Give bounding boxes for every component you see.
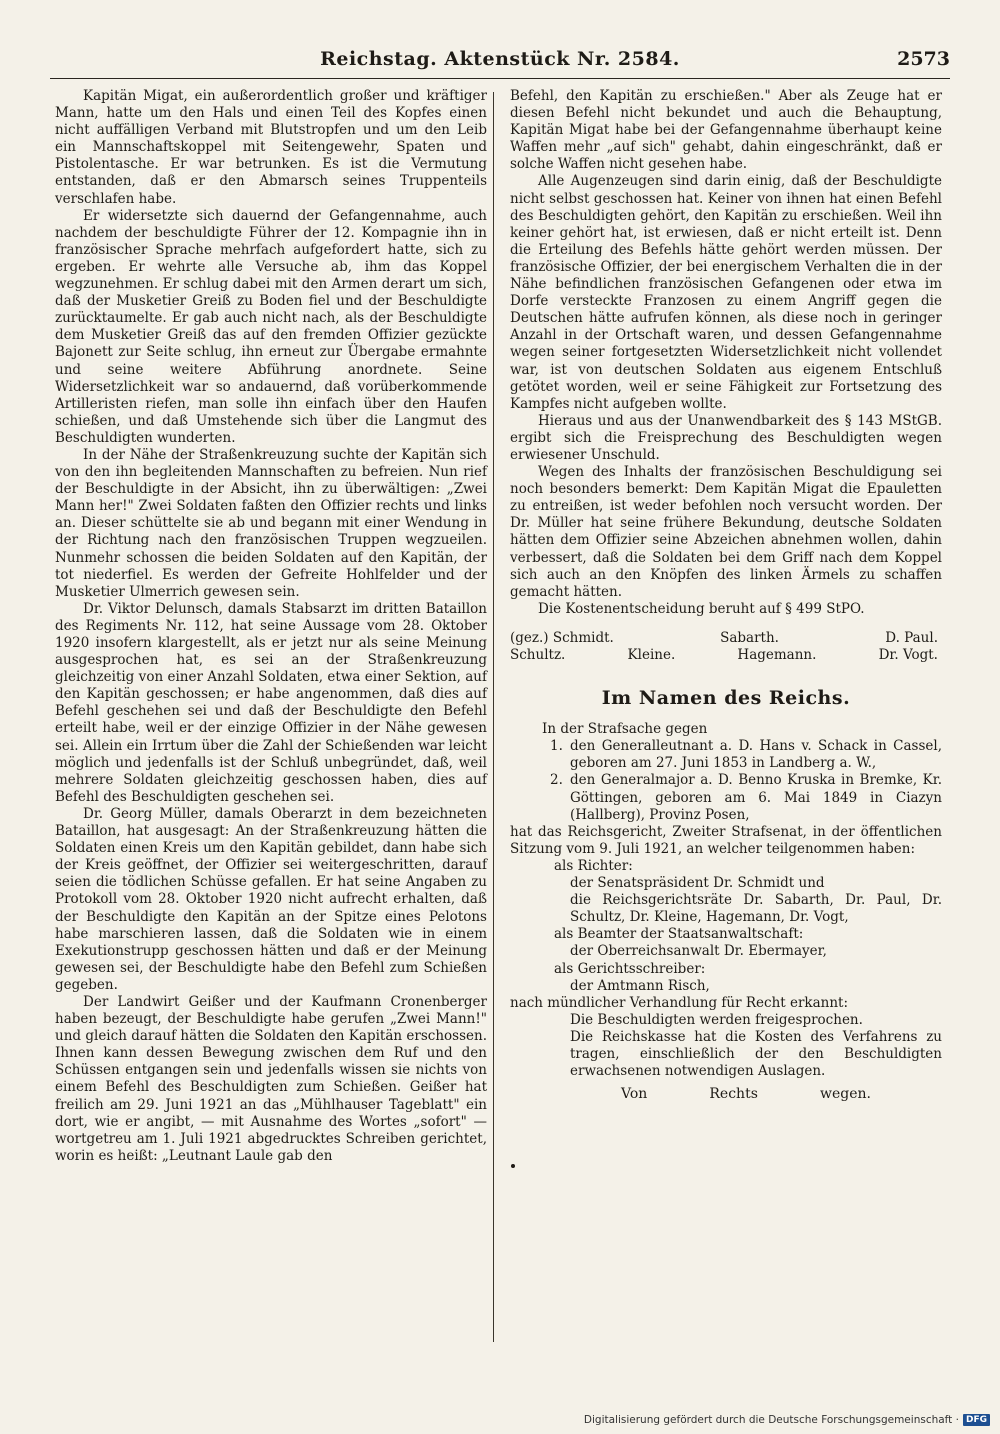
formula-word: Von [621, 1086, 648, 1103]
verdict-title: Im Namen des Reichs. [601, 687, 851, 710]
paragraph: Kapitän Migat, ein außerordentlich großer und kräftiger Mann, hatte um den Hals und einen Teil des Kopfes einen nicht auffälligen Verband mit Blutstropfen und um den Leib ein Mannschaftskoppel mit Seitengewehr, Spaten und Pistolentasche. Er war betrunken. Es ist die Vermutung entstanden, daß er den Abmarsch seines Truppenteils verschlafen habe. [55, 88, 487, 207]
left-column [55, 88, 487, 1165]
footer [584, 1414, 990, 1426]
ink-mark [511, 1164, 515, 1168]
paragraph: Die Kostenentscheidung beruht auf § 499 StPO. [538, 600, 865, 617]
item-number: 1. [550, 738, 563, 755]
signature: D. Paul. [885, 629, 938, 646]
prosecutor-line: der Oberreichsanwalt Dr. Ebermayer, [570, 943, 827, 960]
item-text: den Generalmajor a. D. Benno Kruska in Bremke, Kr. Göttingen, geboren am 6. Mai 1849 in Ciazyn (Hallberg), Provinz Posen, [570, 772, 942, 823]
decision-intro: nach mündlicher Verhandlung für Recht erkannt: [510, 994, 849, 1011]
page-number: 2573 [897, 48, 950, 70]
signature: Dr. Vogt. [878, 647, 938, 663]
column-divider [493, 92, 494, 1342]
closing-formula [510, 1080, 942, 1103]
paragraph: Alle Augenzeugen sind darin einig, daß der Beschuldigte nicht selbst geschossen hat. Keiner von ihnen hat einen Befehl des Beschuldigten gehört, den Kapitän zu erschießen. Weil ihn keiner gehört hat, ist erwiesen, daß er nicht erteilt ist. Denn die Erteilung des Befehls hätte gehört werden müssen. Der französische Offizier, der bei energischem Verhalten die in der Nähe befindlichen französischen Gefangenen oder etwa im Dorfe versteckte Franzosen zu einem Angriff gegen die Deutschen hätte aufrufen können, als diese noch in geringer Anzahl in der Ortschaft waren, und dessen Gefangennahme wegen seiner fortgesetzten Widersetzlichkeit nicht vollendet war, ist von deutschen Soldaten aus eigenem Entschluß getötet worden, weil er seine Fähigkeit zur Fortsetzung des Kampfes nicht aufgeben wollte. [510, 173, 942, 412]
paragraph: Hieraus und aus der Unanwendbarkeit des § 143 MStGB. ergibt sich die Freisprechung des Beschuldigten wegen erwiesener Unschuld. [510, 412, 942, 463]
dfg-logo: DFG [963, 1414, 990, 1426]
item-text: den Generalleutnant a. D. Hans v. Schack in Cassel, geboren am 27. Juni 1853 in Landberg a. W., [570, 738, 942, 772]
paragraph: Befehl, den Kapitän zu erschießen." Aber als Zeuge hat er diesen Befehl nicht bekundet und auch die Behauptung, Kapitän Migat habe bei der Gefangennahme überhaupt keine Waffen mehr „auf sich" gehabt, dahin eingeschränkt, daß er solche Waffen nicht gesehen habe. [510, 88, 942, 173]
signature: Schultz. [510, 647, 566, 663]
judges-label: als Richter: [554, 857, 633, 874]
judges-line: der Senatspräsident Dr. Schmidt und [570, 875, 825, 892]
paragraph: Der Landwirt Geißer und der Kaufmann Cronenberger haben bezeugt, der Beschuldigte habe gerufen „Zwei Mann!" und gleich darauf hätten die Soldaten den Kapitän erschossen. Ihnen kann dessen Bewegung zwischen dem Ruf und den Schüssen entgangen sein und jedenfalls wissen sie nichts von einem Befehl des Beschuldigten zum Schießen. Geißer hat freilich am 29. Juni 1921 an das „Mühlhauser Tageblatt" ein dort, wie er angibt, — mit Ausnahme des Wortes „sofort" — wortgetreu am 1. Juli 1921 abgedrucktes Schreiben gerichtet, worin es heißt: „Leutnant Laule gab den [55, 993, 487, 1164]
paragraph: Dr. Georg Müller, damals Oberarzt in dem bezeichneten Bataillon, hat ausgesagt: An der Straßenkreuzung hätten die Soldaten einen Kreis um den Kapitän gebildet, dann habe sich der Kreis geöffnet, der Offizier sei weitergeschritten, darauf seien die tödlichen Schüsse gefallen. Er hat seine Angaben zu Protokoll vom 28. Oktober 1920 nicht aufrecht erhalten, daß der Beschuldigte den Kapitän an der Spitze eines Pelotons habe marschieren lassen, daß die Soldaten wie in einem Exekutionstrupp geschossen hätten und daß er der Meinung gewesen sei, der Beschuldigte habe den Befehl zum Schießen gegeben. [55, 805, 487, 993]
footer-credit: Digitalisierung gefördert durch die Deutsche Forschungsgemeinschaft · [583, 1414, 959, 1426]
paragraph: Dr. Viktor Delunsch, damals Stabsarzt im dritten Bataillon des Regiments Nr. 112, hat seine Aussage vom 28. Oktober 1920 insofern klargestellt, als er jetzt nur als seine Meinung ausgesprochen hat, es sei an der Straßenkreuzung gleichzeitig von einer Anzahl Soldaten, etwa einer Sektion, auf den Kapitän geschossen; er habe angenommen, daß dies auf Befehl geschehen sei und daß der Beschuldigte den Befehl erteilt habe, weil er der einzige Offizier in der Nähe gewesen sei. Allein ein Irrtum über die Zahl der Schießenden war leicht möglich und jedenfalls ist der Schluß unbegründet, daß, weil mehrere Soldaten gleichzeitig geschossen haben, dies auf Befehl des Beschuldigten geschehen sei. [55, 600, 487, 805]
paragraph: In der Nähe der Straßenkreuzung suchte der Kapitän sich von den ihn begleitenden Mannschaften zu befreien. Nun rief der Beschuldigte in der Absicht, ihn zu überwältigen: „Zwei Mann her!" Zwei Soldaten faßten den Offizier rechts und links an. Dieser schüttelte sie ab und begann mit einer Wendung in der Richtung nach den französischen Truppen wegzueilen. Nunmehr schossen die beiden Soldaten auf den Kapitän, der tot niederfiel. Es werden der Gefreite Hohlfelder und der Musketier Ulmerrich gewesen sein. [55, 446, 487, 600]
signature: Kleine. [627, 647, 676, 663]
running-head: Reichstag. Aktenstück Nr. 2584. [320, 48, 680, 70]
signature-row [510, 630, 942, 647]
right-column [510, 88, 942, 1103]
signature: Sabarth. [720, 629, 779, 646]
formula-word: wegen. [819, 1086, 871, 1103]
item-number: 2. [550, 772, 563, 789]
signature: (gez.) Schmidt. [510, 629, 614, 646]
decision-line: Die Reichskasse hat die Kosten des Verfahrens zu tragen, einschließlich der den Beschuldigten erwachsenen notwendigen Auslagen. [570, 1028, 942, 1080]
header-rule [50, 78, 950, 79]
defendant-item [510, 772, 942, 823]
formula-word: Rechts [709, 1086, 758, 1103]
page-header [50, 42, 950, 82]
verdict-intro: In der Strafsache gegen [542, 721, 708, 738]
paragraph: Er widersetzte sich dauernd der Gefangennahme, auch nachdem der beschuldigte Führer der 12. Kompagnie ihn in französischer Sprache mehrfach aufgefordert hatte, sich zu ergeben. Er wehrte alle Versuche ab, ihm das Koppel wegzunehmen. Er schlug dabei mit den Armen derart um sich, daß der Musketier Greiß zu Boden fiel und der Beschuldigte zurücktaumelte. Er gab auch nicht nach, als der Beschuldigte dem Musketier Greiß das auf den fremden Offizier gezückte Bajonett zur Seite schlug, ihn erneut zur Übergabe ermahnte und seine weitere Abführung anordnete. Seine Widersetzlichkeit war so andauernd, daß vorüberkommende Artilleristen riefen, man solle ihn einfach über den Haufen schießen, und daß Umstehende sich über die Langmut des Beschuldigten wunderten. [55, 207, 487, 446]
clerk-line: der Amtmann Risch, [570, 977, 710, 994]
clerk-label: als Gerichtsschreiber: [554, 960, 706, 977]
signature: Hagemann. [737, 647, 817, 663]
defendant-item [510, 738, 942, 772]
paragraph: Wegen des Inhalts der französischen Beschuldigung sei noch besonders bemerkt: Dem Kapitän Migat die Epauletten zu entreißen, ist weder befohlen noch versucht worden. Der Dr. Müller hat seine frühere Bekundung, deutsche Soldaten hätten dem Offizier seine Abzeichen abnehmen wollen, dahin verbessert, daß die Soldaten bei dem Griff nach dem Koppel sich auch an den Knöpfen des linken Ärmels zu schaffen gemacht hätten. [510, 464, 942, 600]
court-statement: hat das Reichsgericht, Zweiter Strafsenat, in der öffentlichen Sitzung vom 9. Juli 1921, an welcher teilgenommen haben: [510, 823, 942, 857]
prosecutor-label: als Beamter der Staatsanwaltschaft: [554, 926, 804, 943]
signature-block [510, 630, 942, 664]
judges-line: die Reichsgerichtsräte Dr. Sabarth, Dr. Paul, Dr. Schultz, Dr. Kleine, Hagemann, Dr. Vogt, [570, 892, 942, 926]
signature-row [510, 647, 942, 664]
decision-line: Die Beschuldigten werden freigesprochen. [570, 1011, 863, 1028]
